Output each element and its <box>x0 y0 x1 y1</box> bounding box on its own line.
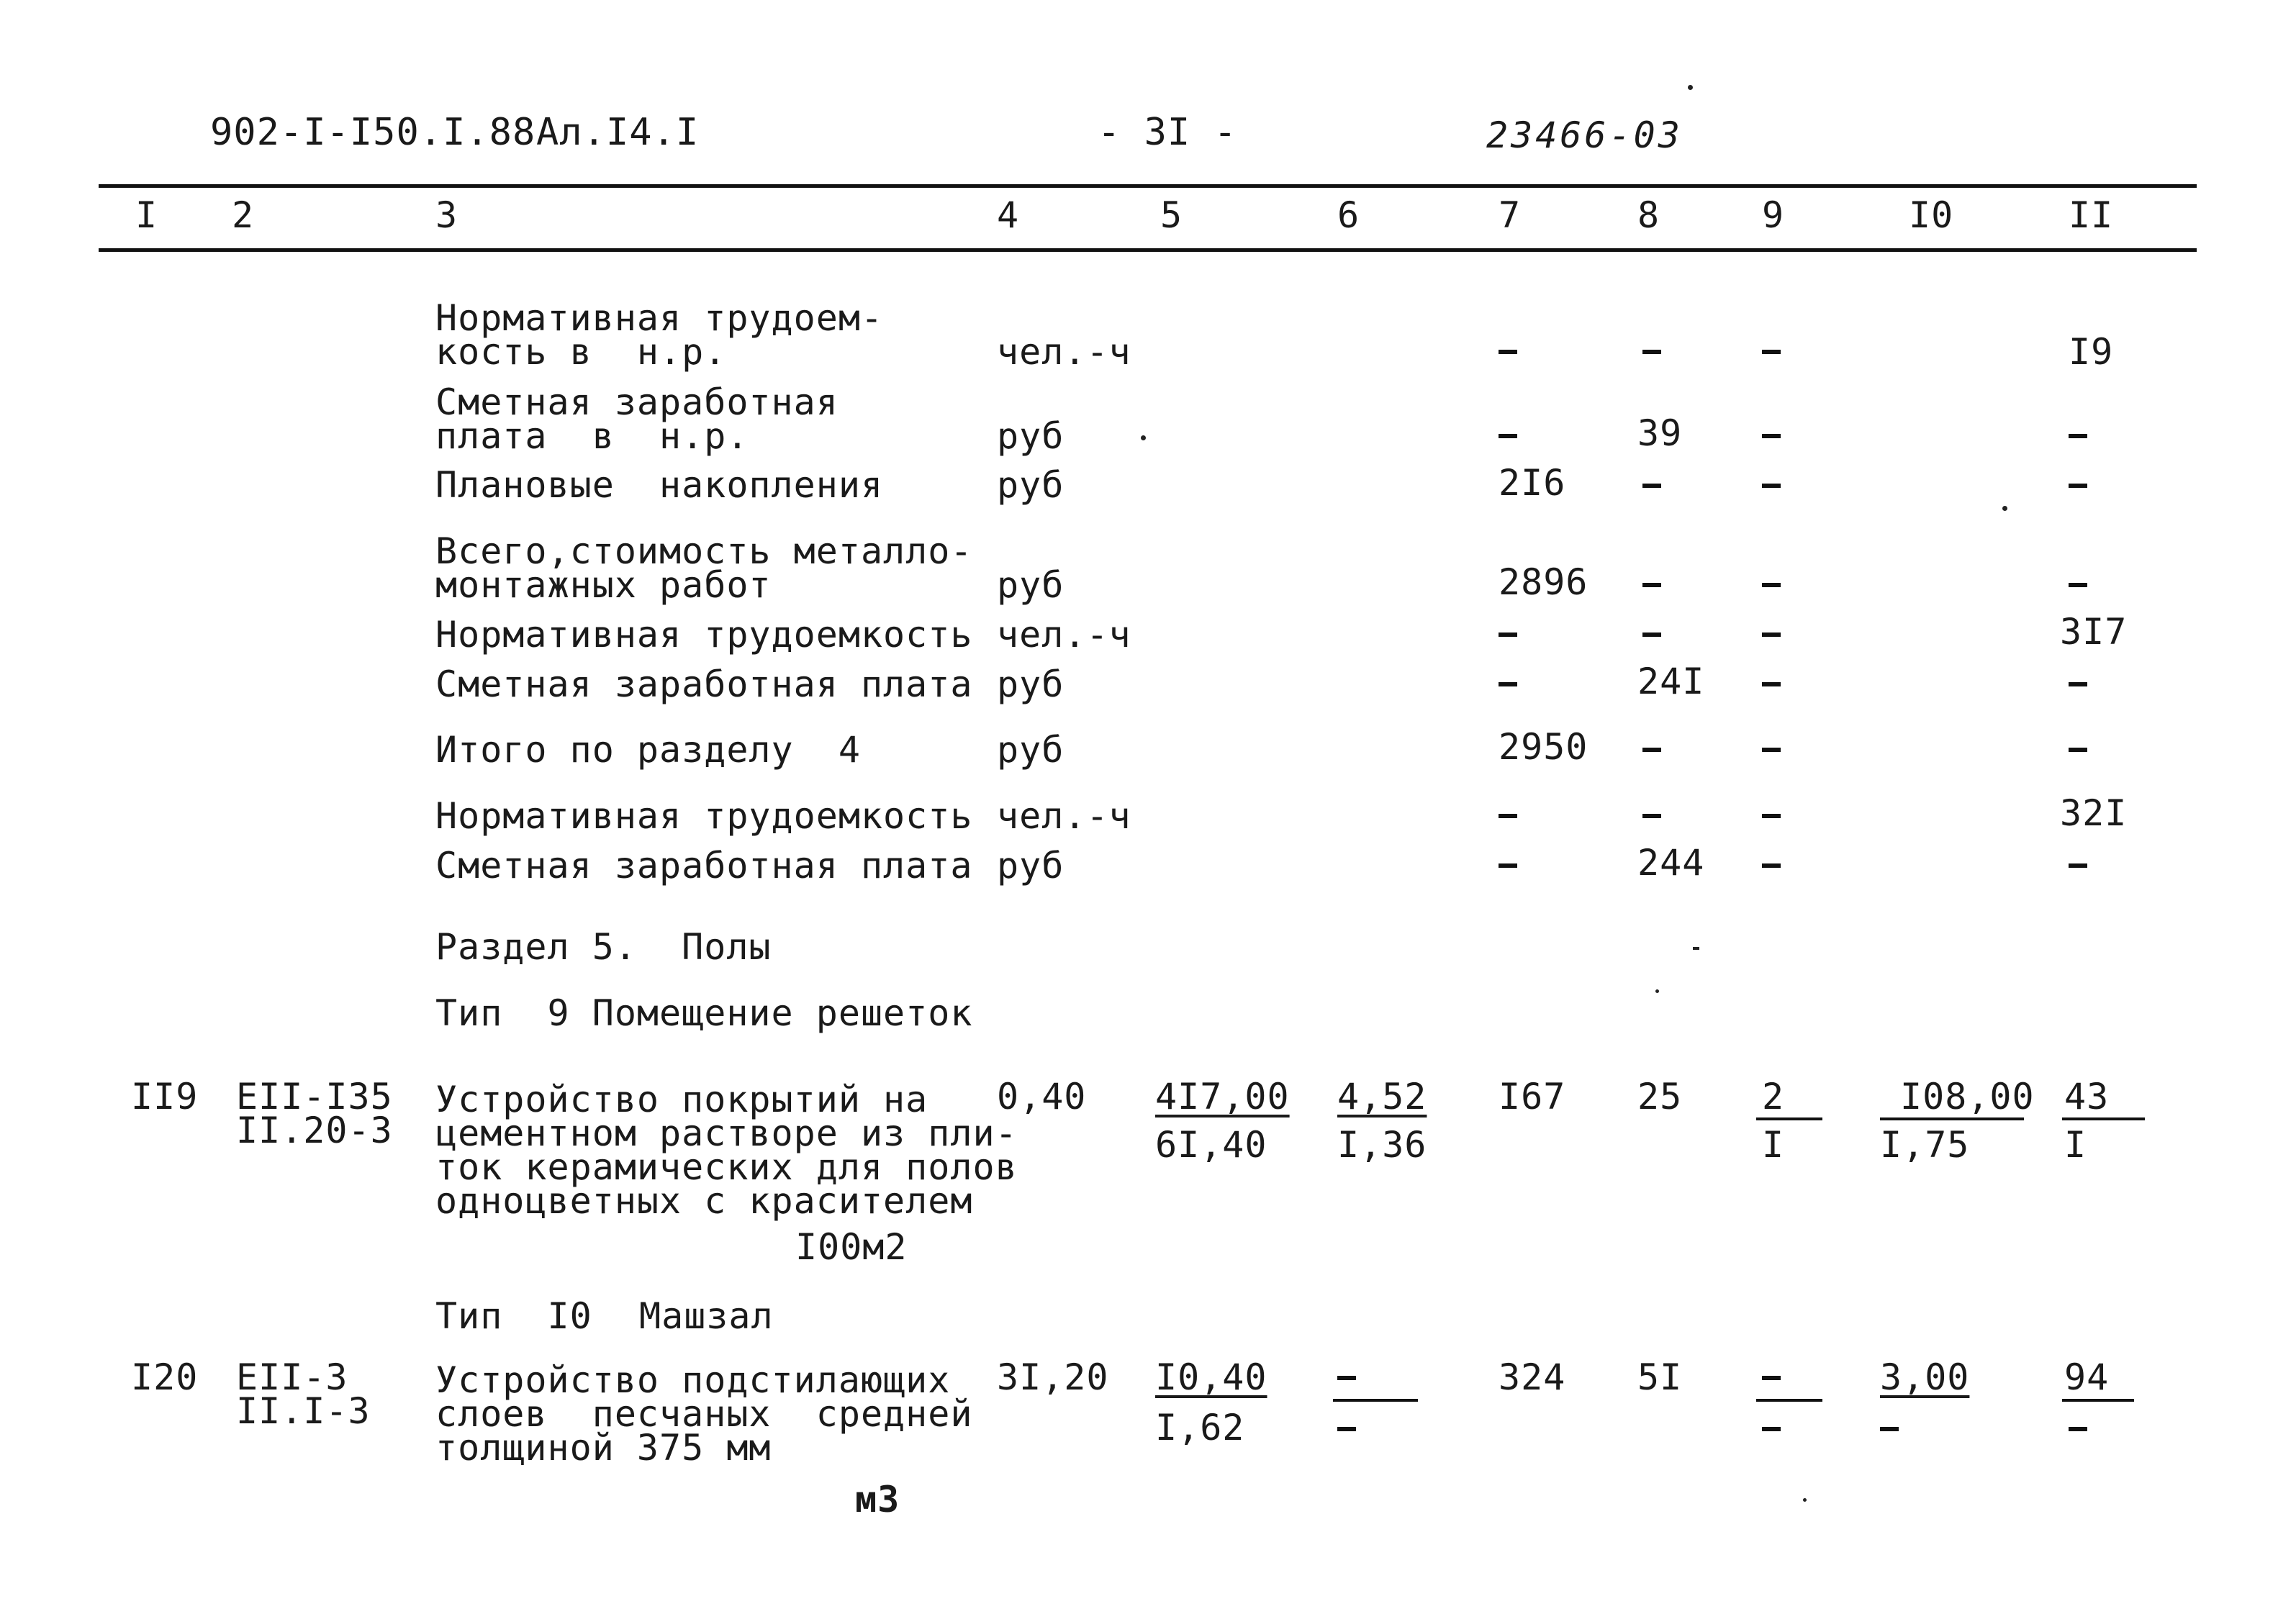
plan-col7: 2I6 <box>1499 462 1566 504</box>
dash <box>1762 350 1781 354</box>
row-code-line2: II.20-3 <box>236 1110 393 1151</box>
labor-np-label-line2: кость в н.р. <box>435 331 727 373</box>
column-header-3: 3 <box>435 194 458 236</box>
speck <box>1655 989 1659 993</box>
row-col10-top: I08,00 <box>1900 1076 2035 1117</box>
type10-heading: Тип I0 <box>435 1295 592 1337</box>
total-metal-unit: руб <box>997 564 1065 606</box>
table-header-rule <box>99 248 2197 252</box>
fraction-line <box>2062 1399 2134 1402</box>
dash <box>2069 682 2087 686</box>
column-header-10: I0 <box>1909 194 1954 236</box>
labor-col11: 3I7 <box>2060 611 2128 653</box>
row-col4: 3I,20 <box>997 1356 1109 1398</box>
dash <box>1762 1427 1781 1431</box>
labor2-label: Нормативная трудоемкость <box>435 795 973 837</box>
wage-col8: 24I <box>1637 661 1705 702</box>
dash <box>2069 1427 2087 1431</box>
column-header-9: 9 <box>1762 194 1785 236</box>
speck <box>1688 85 1693 90</box>
row-desc-line3: толщиной 375 мм <box>435 1427 772 1469</box>
album-number: Ал.I4.I <box>536 111 700 154</box>
row-desc-line4: одноцветных с красителем <box>435 1180 973 1222</box>
plan-label: Плановые накопления <box>435 464 884 506</box>
fraction-line <box>2062 1117 2145 1120</box>
wage-np-label-line1: Сметная заработная <box>435 381 839 423</box>
row-col9-top: 2 <box>1762 1076 1785 1117</box>
table-top-rule <box>99 184 2197 188</box>
dash <box>1762 1376 1781 1380</box>
dash <box>1499 863 1517 868</box>
speck <box>1693 947 1699 950</box>
row-col11-top: 94 <box>2064 1356 2110 1398</box>
dash <box>2069 583 2087 587</box>
dash <box>1499 633 1517 637</box>
labor-unit: чел.-ч <box>997 614 1131 656</box>
column-header-11: II <box>2069 194 2114 236</box>
dash <box>1499 682 1517 686</box>
row-desc-line3: ток керамических для полов <box>435 1146 1018 1188</box>
dash <box>1762 583 1781 587</box>
wage2-label: Сметная заработная плата <box>435 845 973 887</box>
fraction-line <box>1756 1399 1822 1402</box>
dash <box>1642 748 1661 752</box>
dash <box>1762 434 1781 438</box>
labor-np-unit: чел.-ч <box>997 331 1131 373</box>
dash <box>1762 748 1781 752</box>
speck <box>1803 1498 1807 1502</box>
dash <box>1642 350 1661 354</box>
labor-np-label-line1: Нормативная трудоем- <box>435 297 884 339</box>
dash <box>1642 814 1661 818</box>
row-desc-line1: Устройство подстилающих <box>435 1359 951 1401</box>
total-metal-label-line2: монтажных работ <box>435 564 772 606</box>
dash <box>1762 814 1781 818</box>
page-number: - 3I - <box>1098 111 1237 154</box>
type10-room-name: Машзал <box>639 1295 774 1337</box>
dash <box>1642 484 1661 488</box>
dash <box>1499 434 1517 438</box>
column-header-5: 5 <box>1160 194 1183 236</box>
wage-np-col8: 39 <box>1637 412 1683 454</box>
dash <box>1762 863 1781 868</box>
row-desc-line2: цементном растворе из пли- <box>435 1112 1018 1154</box>
row-code-line1: EII-I35 <box>236 1076 393 1117</box>
dash <box>1762 484 1781 488</box>
dash <box>1337 1376 1356 1380</box>
row-col5-top: I0,40 <box>1155 1356 1267 1398</box>
row-col5-bottom: 6I,40 <box>1155 1124 1267 1166</box>
labor2-unit: чел.-ч <box>997 795 1131 837</box>
dash <box>1642 583 1661 587</box>
row-unit: м3 <box>855 1479 900 1520</box>
row-col10-top: 3,00 <box>1880 1356 1970 1398</box>
section-total-unit: руб <box>997 729 1065 771</box>
total-metal-col7: 2896 <box>1499 561 1588 603</box>
dash <box>1642 633 1661 637</box>
wage-label: Сметная заработная плата <box>435 663 973 705</box>
wage-np-label-line2: плата в н.р. <box>435 415 749 457</box>
fraction-line <box>1880 1117 2024 1120</box>
wage2-unit: руб <box>997 845 1065 887</box>
section-total-col7: 2950 <box>1499 726 1588 768</box>
column-header-4: 4 <box>997 194 1020 236</box>
row-col5-top: 4I7,00 <box>1155 1076 1290 1117</box>
row-number: II9 <box>131 1076 199 1117</box>
row-number: I20 <box>131 1356 199 1398</box>
column-header-7: 7 <box>1499 194 1522 236</box>
total-metal-label-line1: Всего,стоимость металло- <box>435 530 973 572</box>
speck <box>1141 435 1146 440</box>
row-col6-bottom: I,36 <box>1337 1124 1427 1166</box>
row-col4: 0,40 <box>997 1076 1087 1117</box>
row-col11-bottom: I <box>2064 1124 2087 1166</box>
row-col8: 5I <box>1637 1356 1683 1398</box>
labor2-col11: 32I <box>2060 792 2128 834</box>
dash <box>1880 1427 1899 1431</box>
row-col8: 25 <box>1637 1076 1683 1117</box>
plan-unit: руб <box>997 464 1065 506</box>
row-col11-top: 43 <box>2064 1076 2110 1117</box>
row-unit: I00м2 <box>795 1226 908 1268</box>
column-header-8: 8 <box>1637 194 1660 236</box>
row-code-line2: II.I-3 <box>236 1390 371 1432</box>
dash <box>2069 863 2087 868</box>
column-header-1: I <box>135 194 158 236</box>
dash <box>1337 1427 1356 1431</box>
row-col6-top: 4,52 <box>1337 1076 1427 1117</box>
column-header-6: 6 <box>1337 194 1360 236</box>
row-desc-line1: Устройство покрытий на <box>435 1079 928 1120</box>
dash <box>1499 350 1517 354</box>
dash <box>2069 484 2087 488</box>
labor-label: Нормативная трудоемкость <box>435 614 973 656</box>
row-code-line1: EII-3 <box>236 1356 348 1398</box>
row-col9-bottom: I <box>1762 1124 1785 1166</box>
dash <box>1499 814 1517 818</box>
column-header-2: 2 <box>232 194 255 236</box>
document-code: 902-I-I50.I.88 <box>210 111 536 154</box>
dash <box>1762 682 1781 686</box>
row-desc-line2: слоев песчаных средней <box>435 1393 973 1435</box>
section-total-label: Итого по разделу 4 <box>435 729 861 771</box>
row-col7: I67 <box>1499 1076 1566 1117</box>
row-col7: 324 <box>1499 1356 1566 1398</box>
fraction-line <box>1756 1117 1822 1120</box>
row-col10-bottom: I,75 <box>1880 1124 1970 1166</box>
fraction-line <box>1333 1399 1418 1402</box>
wage-unit: руб <box>997 663 1065 705</box>
row-col5-bottom: I,62 <box>1155 1407 1245 1448</box>
speck <box>2002 506 2007 511</box>
dash <box>2069 434 2087 438</box>
dash <box>1762 633 1781 637</box>
labor-np-col11: I9 <box>2069 331 2114 373</box>
dash <box>2069 748 2087 752</box>
type9-heading: Тип 9 Помещение решеток <box>435 992 973 1034</box>
wage-np-unit: руб <box>997 415 1065 457</box>
section-title: Раздел 5. Полы <box>435 926 772 968</box>
wage2-col8: 244 <box>1637 842 1705 884</box>
inventory-number: 23466-03 <box>1486 114 1683 156</box>
